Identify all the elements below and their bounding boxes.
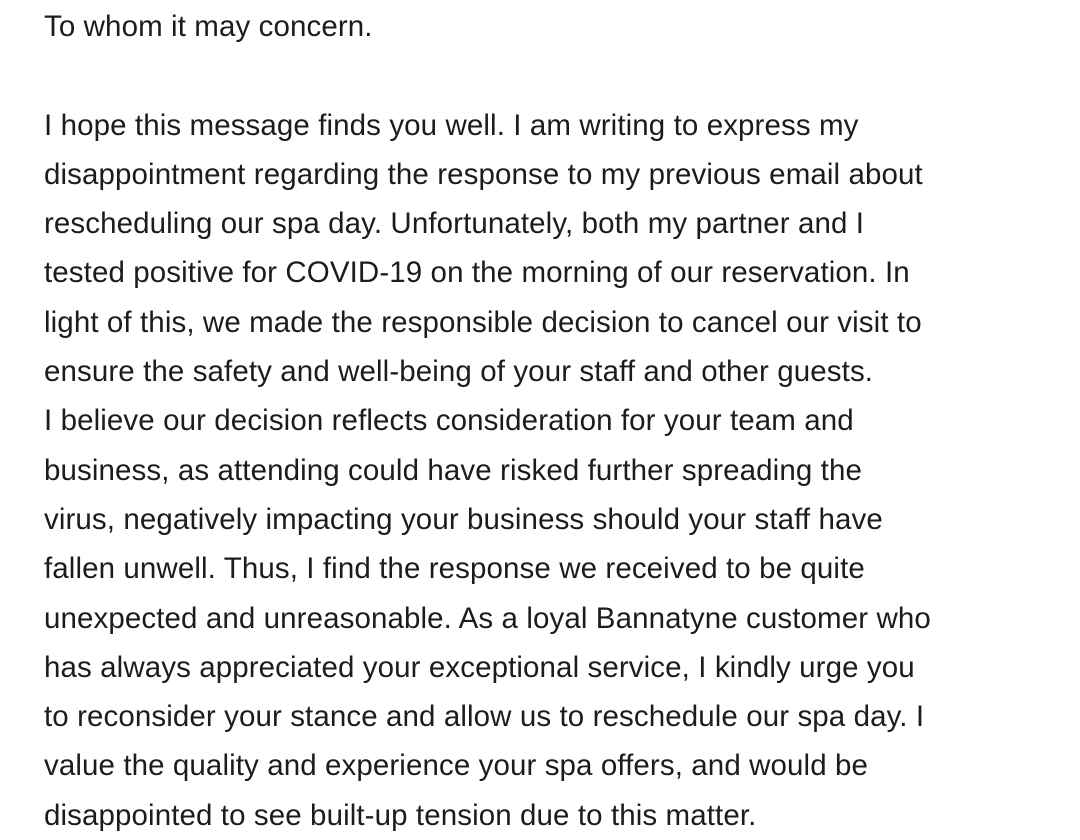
paragraph-line: I hope this message finds you well. I am writing to express my: [44, 108, 859, 142]
paragraph-line: light of this, we made the responsible decision to cancel our visit to: [44, 305, 922, 339]
paragraph-line: tested positive for COVID-19 on the morning of our reservation. In: [44, 256, 910, 290]
paragraph-line: disappointed to see built-up tension due to this matter.: [44, 798, 757, 832]
paragraph-line: unexpected and unreasonable. As a loyal Bannatyne customer who: [44, 601, 931, 635]
salutation: To whom it may concern.: [44, 10, 373, 43]
paragraph-2: [44, 396, 1054, 840]
paragraph-line: virus, negatively impacting your business should your staff have: [44, 502, 883, 536]
paragraph-1: [44, 101, 1054, 397]
paragraph-line: to reconsider your stance and allow us to reschedule our spa day. I: [44, 700, 925, 734]
paragraph-line: rescheduling our spa day. Unfortunately, both my partner and I: [44, 207, 865, 241]
paragraph-line: ensure the safety and well-being of your staff and other guests.: [44, 355, 874, 389]
paragraph-line: disappointment regarding the response to my previous email about: [44, 157, 923, 191]
paragraph-line: has always appreciated your exceptional service, I kindly urge you: [44, 650, 915, 684]
paragraph-gap: [44, 51, 1054, 100]
paragraph-line: fallen unwell. Thus, I find the response we received to be quite: [44, 552, 865, 586]
paragraph-line: value the quality and experience your spa offers, and would be: [44, 749, 869, 783]
email-body: [44, 2, 1054, 840]
paragraph-line: I believe our decision reflects consideration for your team and: [44, 404, 854, 438]
paragraph-line: business, as attending could have risked further spreading the: [44, 453, 862, 487]
